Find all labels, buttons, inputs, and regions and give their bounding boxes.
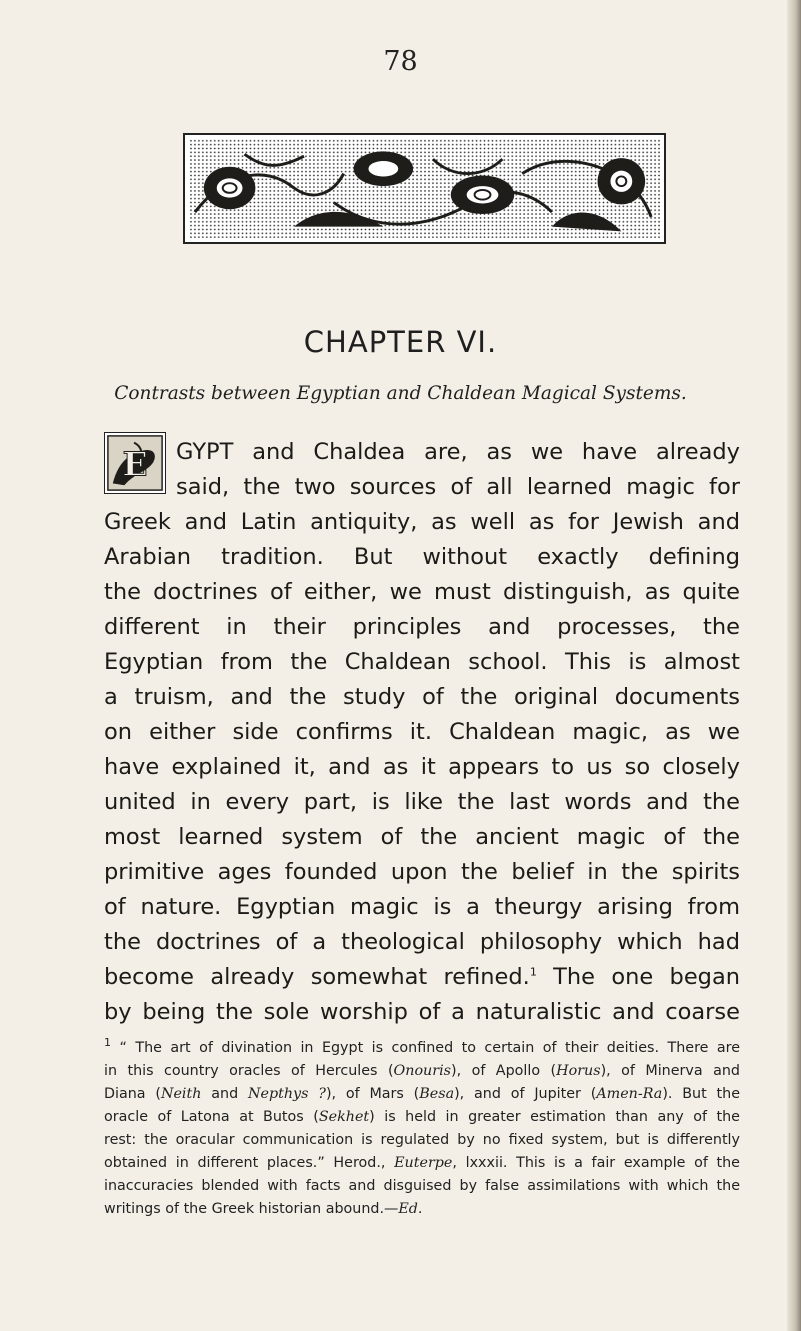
drop-cap-letter: E [122, 444, 148, 484]
body-line: different in their principles and processes, the [104, 614, 740, 640]
footnote-italic: Horus [556, 1063, 601, 1079]
body-line-text: become already somewhat refined. [104, 964, 530, 990]
footnote-italic: Besa [419, 1086, 455, 1102]
footnote-text: and [201, 1086, 248, 1102]
footnote-italic: Onouris [393, 1063, 452, 1079]
footnote-italic: Amen-Ra [596, 1086, 663, 1102]
footnote-text: oracle of Latona at Butos ( [104, 1109, 319, 1125]
chapter-title: CHAPTER VI. [303, 325, 498, 359]
footnote-line: inaccuracies blended with facts and disguised by false assimilations with which the [104, 1178, 740, 1194]
body-line: a truism, and the study of the original documents [104, 684, 740, 710]
footnote-line [104, 1061, 740, 1081]
footnote-italic: Nepthys ? [247, 1086, 326, 1102]
footnote-text: , lxxxii. This is a fair example of the [452, 1155, 740, 1171]
body-line: of nature. Egyptian magic is a theurgy arising from [104, 894, 740, 920]
body-line: primitive ages founded upon the belief in the spirits [104, 859, 740, 885]
footnote-reference: 1 [529, 965, 537, 979]
footnote-line [104, 1199, 740, 1219]
decorated-initial-e-icon [104, 432, 166, 494]
footnote-line [104, 1084, 740, 1104]
footnote-line [104, 1038, 740, 1058]
footnote-italic: Neith [160, 1086, 202, 1102]
footnote-line: rest: the oracular communication is regulated by no fixed system, but is differently [104, 1132, 740, 1148]
footnote-marker: 1 [104, 1036, 111, 1050]
body-line: Greek and Latin antiquity, as well as for Jewish and [104, 509, 740, 535]
body-line: GYPT and Chaldea are, as we have already [176, 439, 740, 465]
footnote-text: in this country oracles of Hercules ( [104, 1063, 394, 1079]
body-line: have explained it, and as it appears to us so closely [104, 754, 740, 780]
body-line [104, 962, 740, 992]
page-edge-shadow [787, 0, 801, 1331]
footnote-text: obtained in different places.” Herod., [104, 1155, 395, 1171]
footnote-text: ) is held in greater estimation than any of the [369, 1109, 740, 1125]
footnote-italic: Ed. [398, 1201, 423, 1217]
footnote-text: Diana ( [104, 1086, 161, 1102]
body-line: the doctrines of either, we must distinguish, as quite [104, 579, 740, 605]
body-line: by being the sole worship of a naturalistic and coarse [104, 999, 740, 1025]
footnote-italic: Sekhet [318, 1109, 370, 1125]
body-line: united in every part, is like the last words and the [104, 789, 740, 815]
floral-scroll-ornament-icon [183, 133, 666, 244]
body-line-text: The one began [553, 964, 740, 990]
body-line: Egyptian from the Chaldean school. This is almost [104, 649, 740, 675]
body-line: on either side confirms it. Chaldean magic, as we [104, 719, 740, 745]
body-line: said, the two sources of all learned magic for [176, 474, 740, 500]
body-line: the doctrines of a theological philosophy which had [104, 929, 740, 955]
footnote-line [104, 1153, 740, 1173]
body-line: Arabian tradition. But without exactly defining [104, 544, 740, 570]
chapter-subtitle: Contrasts between Egyptian and Chaldean Magical Systems. [114, 383, 687, 404]
body-line: most learned system of the ancient magic of the [104, 824, 740, 850]
footnote-text: ), of Apollo ( [451, 1063, 557, 1079]
footnote-text: writings of the Greek historian abound.— [104, 1201, 399, 1217]
page-number: 78 [383, 46, 418, 77]
footnote-text: ), of Minerva and [600, 1063, 740, 1079]
footnote-text: “ The art of divination in Egypt is confined to certain of their deities. There are [119, 1040, 741, 1056]
footnote-text: ), of Mars ( [325, 1086, 420, 1102]
footnote-italic: Euterpe [394, 1155, 453, 1171]
footnote-text: ). But the [662, 1086, 740, 1102]
footnote-text: ), and of Jupiter ( [454, 1086, 597, 1102]
footnote-line [104, 1107, 740, 1127]
